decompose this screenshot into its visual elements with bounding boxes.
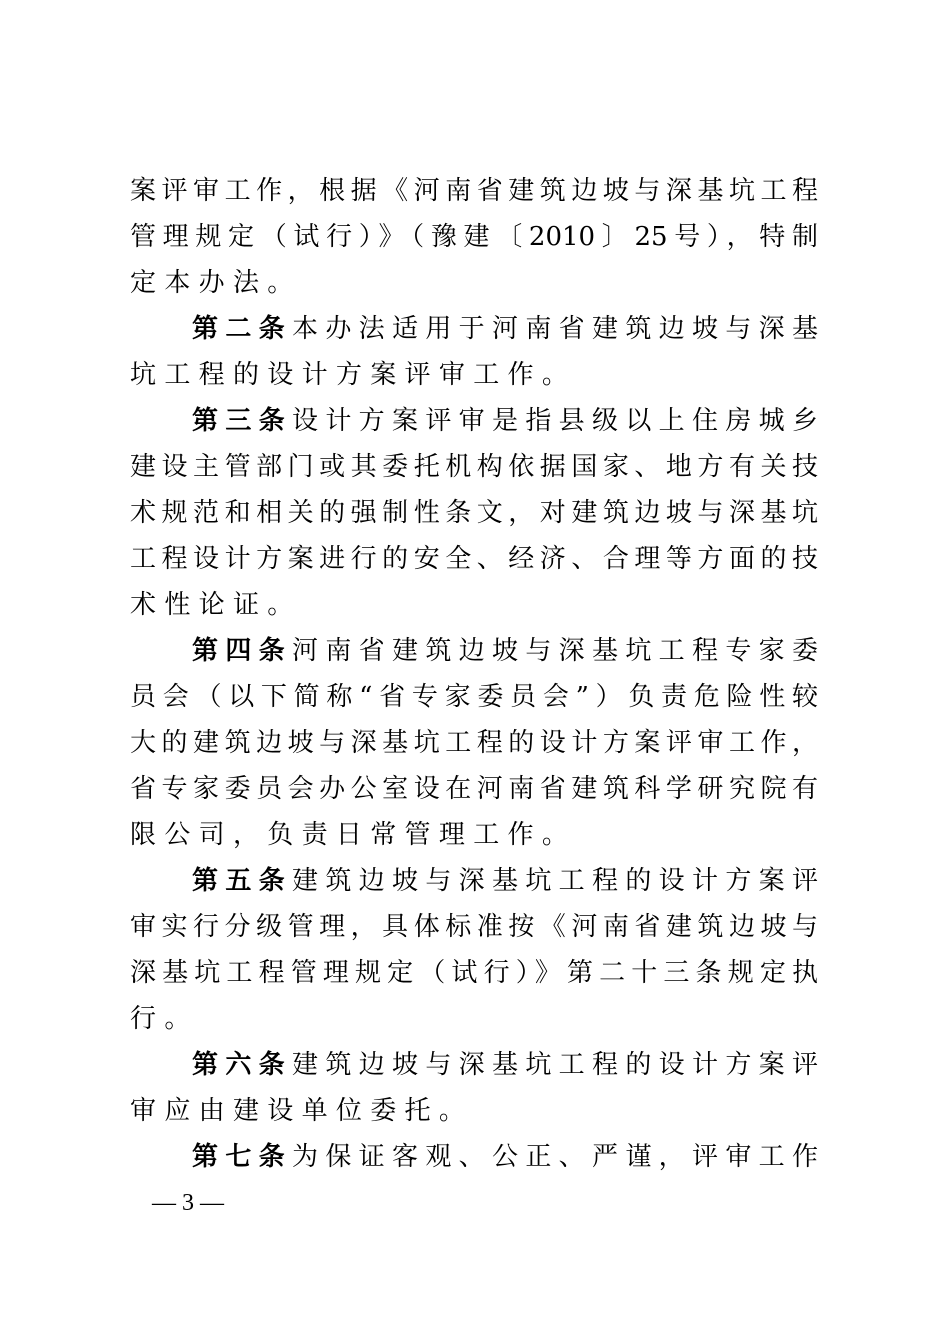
text-line: [130, 812, 818, 858]
text-line: [130, 306, 818, 352]
line-text: 设计方案评审是指县级以上住房城乡: [292, 406, 818, 436]
line-text: 行。: [130, 1004, 199, 1034]
text-line: [130, 904, 818, 950]
line-text: 审实行分级管理，具体标准按《河南省建筑边坡与: [130, 912, 818, 942]
article-number: 第五条: [192, 866, 292, 896]
line-text: 省专家委员会办公室设在河南省建筑科学研究院有: [130, 774, 818, 804]
line-text: 限公司，负责日常管理工作。: [130, 820, 577, 850]
line-text: 案评审工作，根据《河南省建筑边坡与深基坑工程: [130, 176, 818, 206]
text-line: [130, 214, 818, 260]
text-line: [130, 352, 818, 398]
text-line: [130, 858, 818, 904]
text-line: [130, 766, 818, 812]
article-paragraph: [130, 628, 818, 858]
line-text: 河南省建筑边坡与深基坑工程专家委: [292, 636, 818, 666]
line-text: 建筑边坡与深基坑工程的设计方案评: [292, 1050, 818, 1080]
article-paragraph: [130, 1042, 818, 1134]
line-text: 定本办法。: [130, 268, 302, 298]
line-text: 为保证客观、公正、严谨，评审工作: [292, 1142, 818, 1172]
text-line: [130, 628, 818, 674]
text-line: [130, 444, 818, 490]
article-number: 第二条: [192, 314, 292, 344]
text-line: [130, 582, 818, 628]
text-line: [130, 950, 818, 996]
document-body: [130, 168, 818, 1180]
line-text: 深基坑工程管理规定（试行）》第二十三条规定执: [130, 958, 818, 988]
line-text: 管理规定（试行）》（豫建〔2010〕25号），特制: [130, 222, 818, 252]
text-line: [130, 674, 818, 720]
article-paragraph: [130, 306, 818, 398]
line-text: 工程设计方案进行的安全、经济、合理等方面的技: [130, 544, 818, 574]
text-line: [130, 996, 818, 1042]
article-number: 第六条: [192, 1050, 292, 1080]
continuation-paragraph: [130, 168, 818, 306]
line-text: 大的建筑边坡与深基坑工程的设计方案评审工作，: [130, 728, 818, 758]
line-text: 术性论证。: [130, 590, 302, 620]
text-line: [130, 1134, 818, 1180]
line-text: 建设主管部门或其委托机构依据国家、地方有关技: [130, 452, 818, 482]
line-text: 员会（以下简称“省专家委员会”）负责危险性较: [130, 682, 818, 712]
line-text: 建筑边坡与深基坑工程的设计方案评: [292, 866, 818, 896]
text-line: [130, 1042, 818, 1088]
text-line: [130, 1088, 818, 1134]
text-line: [130, 260, 818, 306]
article-number: 第四条: [192, 636, 292, 666]
line-text: 本办法适用于河南省建筑边坡与深基: [292, 314, 818, 344]
line-text: 审应由建设单位委托。: [130, 1096, 474, 1126]
article-paragraph: [130, 398, 818, 628]
article-paragraph: [130, 1134, 818, 1180]
page-number: — 3 —: [152, 1190, 224, 1216]
article-paragraph: [130, 858, 818, 1042]
text-line: [130, 720, 818, 766]
line-text: 坑工程的设计方案评审工作。: [130, 360, 577, 390]
article-number: 第三条: [192, 406, 292, 436]
text-line: [130, 536, 818, 582]
line-text: 术规范和相关的强制性条文，对建筑边坡与深基坑: [130, 498, 818, 528]
text-line: [130, 490, 818, 536]
text-line: [130, 398, 818, 444]
text-line: [130, 168, 818, 214]
article-number: 第七条: [192, 1142, 292, 1172]
